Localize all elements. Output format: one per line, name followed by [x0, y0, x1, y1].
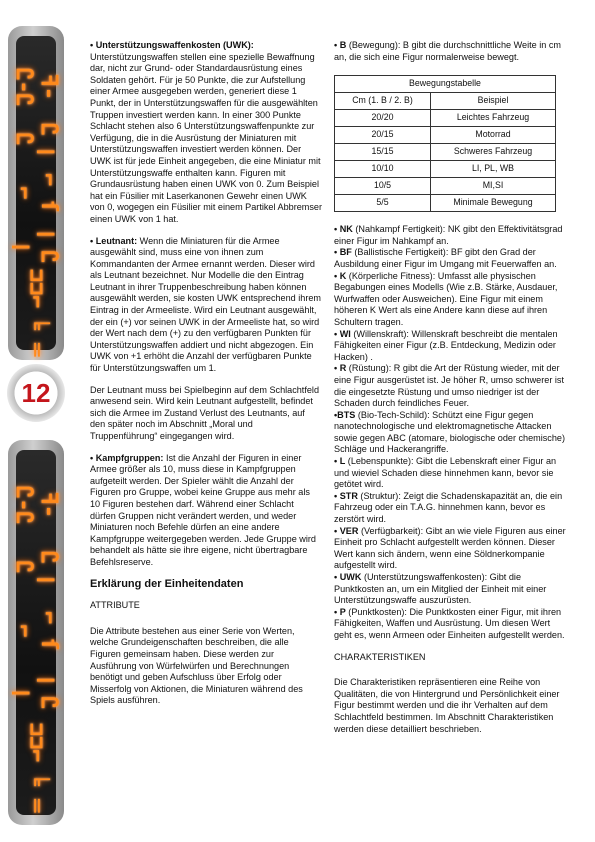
term-kampfgruppen: • Kampfgruppen: — [90, 452, 164, 463]
list-item — [334, 456, 566, 491]
table-cell: 20/20 — [335, 110, 431, 127]
paragraph-text: Ist die Anzahl der Figuren in einer Armee größer als 10, muss diese in Kampfgruppen aufgeteilt werden. Der Spieler wählt die Anzahl der Figuren pro Gruppe, wobei keine Gruppe aus mehr als 10 Figuren bestehen darf. Während einer Schlacht dürfen Gruppen nicht verändert werden, und weder Miniaturen noch Befehle dürfen an eine andere Kampfgruppe weitergegeben werden. Jede Gruppe wird behandelt als hätte sie ihre eigene, nicht übertragbare Befehlsreserve. — [90, 452, 316, 567]
term-text: (Unterstützungswaffenkosten): Gibt die Punktkosten an, um ein Mitglied der Einheit mit einer Unterstützungswaffe auszurüsten. — [334, 572, 547, 606]
list-item — [334, 410, 566, 456]
table-cell: Schweres Fahrzeug — [431, 144, 556, 161]
list-item — [334, 572, 566, 607]
term-key: • L — [334, 456, 346, 467]
sidebar-panel-top — [11, 36, 61, 357]
table-row — [335, 127, 556, 144]
table-title: Bewegungstabelle — [335, 76, 556, 93]
table-cell: Leichtes Fahrzeug — [431, 110, 556, 127]
term-key: • K — [334, 270, 347, 281]
table-cell: 15/15 — [335, 144, 431, 161]
table-cell: LI, PL, WB — [431, 161, 556, 178]
orange-glyph-icon: ⌐ ſ ⌐ — [11, 611, 61, 651]
orange-glyph-icon: ⊐⊐⌐ — [23, 722, 49, 763]
table-row — [335, 195, 556, 212]
table-cell: MI,SI — [431, 178, 556, 195]
term-uwk: • Unterstützungswaffenkosten (UWK): — [90, 40, 254, 50]
paragraph-uwk — [90, 40, 322, 226]
paragraph-charakteristiken: Die Charakteristiken repräsentieren eine Reihe von Qualitäten, die von Hintergrund und Persönlichkeit einer Figur bestimmt werden und die ihr Verhalten auf dem Schlachtfeld bestimmen. Im Abschnitt Charakteristiken werden diese detailliert beschrieben. — [334, 677, 560, 734]
list-item — [334, 224, 566, 247]
term-text: (Lebenspunkte): Gibt die Lebenskraft einer Figur an und wieviel Schaden diese hinnehmen kann, bevor sie getötet wird. — [334, 456, 557, 490]
term-key: • STR — [334, 490, 358, 501]
term-key: • BF — [334, 247, 352, 258]
orange-glyph-icon: ⌐ ſ ⌐ — [11, 173, 61, 213]
term-text: (Bio-Tech-Schild): Schützt eine Figur gegen nanotechnologische und elektromagnetische Attacken sowie gegen ABC (atomare, biologische oder chemische) Schläge und Hackerangriffe. — [334, 409, 566, 455]
term-text: (Struktur): Zeigt die Schadenskapazität an, die ein Fahrzeug oder ein T.A.G. hinnehmen kann, bevor es zerstört wird. — [334, 490, 563, 525]
paragraph-attribute: Die Attribute bestehen aus einer Serie von Werten, welche Grundeigenschaften beschreiben, die alle Figuren gemeinsam haben. Diese werden zur Ausführung von Würfelwürfen und Berechnungen benötigt und geben Aufschluss über Erfolg oder Misserfolg von Aktionen, die Miniaturen während des Spiels ausführen. — [90, 625, 303, 706]
term-key: • R — [334, 363, 347, 374]
paragraph-text: (Bewegung): B gibt die durchschnittliche Weite in cm an, die sich eine Figur normalerweise bewegt. — [334, 40, 561, 62]
term-text: (Willenskraft): Willenskraft beschreibt die mentalen Fähigkeiten einer Figur (z.B. Entdeckung, Medizin oder Hacken) . — [334, 328, 558, 362]
list-item — [334, 526, 566, 572]
list-item — [334, 247, 566, 270]
right-column — [334, 40, 566, 745]
table-cell: 20/15 — [335, 127, 431, 144]
term-key: • P — [334, 606, 346, 617]
subheading-charakteristiken: CHARAKTERISTIKEN — [334, 651, 426, 662]
list-item — [334, 271, 566, 329]
table-header: Beispiel — [431, 93, 556, 110]
section-heading: Erklärung der Einheitendaten — [90, 577, 244, 590]
paragraph-text: Wenn die Miniaturen für die Armee ausgewählt sind, muss eine von ihnen zum Kommandanten der Armee ernannt werden. Dieser wird als Leutnant bezeichnet. Nur Modelle die den Eintrag Leutnant in ihrer Truppenbeschreibung haben können ausgewählt werden, sie kosten UWK entsprechend ihrem Eintrag in der Armeeliste. Wird ein Leutnant ausgewählt, der ein (+) vor seinen UWK in der Armeeliste hat, so wird der Wert nach dem (+) zu den verfügbaren Punkten für Unterstützungswaffen addiert und nicht abgezogen. Ein UWK von +1 erhöht die Anzahl der verfügbaren Punkte für Unterstützungswaffen um 1. — [90, 235, 321, 374]
orange-glyph-icon: ⊐⊐⌐ — [23, 268, 49, 309]
paragraph-leutnant-2: Der Leutnant muss bei Spielbeginn auf dem Schlachtfeld anwesend sein. Wird kein Leutnant aufgestellt, befindet sich die Armee im Zustand Verlust des Leutnants, auf den später noch im Abschnitt „Moral und Truppenführung“ eingegangen wird. — [90, 384, 319, 441]
table-cell: Motorrad — [431, 127, 556, 144]
table-row — [335, 161, 556, 178]
term-text: (Ballistische Fertigkeit): BF gibt den Grad der Ausbildung einer Figur im Umgang mit Feuerwaffen an. — [334, 247, 557, 269]
page-number-badge — [7, 364, 65, 422]
term-text: (Rüstung): R gibt die Art der Rüstung wieder, mit der eine Figur ausgerüstet ist. Je höher R, umso schwerer ist die eingesetzte Rüstung und umso niedriger ist der Schaden durch feindliches Feuer. — [334, 363, 564, 409]
page-number: 12 — [21, 378, 51, 408]
paragraph-bewegung — [334, 40, 566, 63]
table-row — [335, 178, 556, 195]
table-cell: 10/5 — [335, 178, 431, 195]
term-text: (Punktkosten): Die Punktkosten einer Figur, mit ihren Fähigkeiten, Waffen und Ausrüstung. Um diesen Wert geht es, wenn Armeen oder Einheiten aufgestellt werden. — [334, 606, 565, 640]
sidebar-decoration-top — [8, 26, 64, 360]
orange-glyph-icon: ꞁ Ꮭ ꞁ — [11, 231, 61, 263]
term-key: • UWK — [334, 572, 362, 582]
orange-glyph-icon: ╘ ═ — [23, 772, 49, 813]
table-header: Cm (1. B / 2. B) — [335, 93, 431, 110]
table-cell: 10/10 — [335, 161, 431, 178]
list-item — [334, 491, 566, 526]
left-column — [90, 40, 322, 717]
orange-glyph-icon: ꞁ Ꮭ ꞁ — [11, 677, 61, 709]
term-key: • WI — [334, 328, 351, 339]
list-item — [334, 363, 566, 409]
table-row — [335, 144, 556, 161]
paragraph-kampfgruppen — [90, 453, 322, 569]
sidebar-decoration-bottom — [8, 440, 64, 825]
orange-glyph-icon: ꟻ-Ꮭ-Ꮭ — [11, 67, 61, 107]
paragraph-leutnant — [90, 236, 322, 375]
orange-glyph-icon: ꟻ-Ꮭ-Ꮭ — [11, 485, 61, 525]
table-cell: Minimale Bewegung — [431, 195, 556, 212]
term-text: (Nahkampf Fertigkeit): NK gibt den Effektivitätsgrad einer Figur im Nahkampf an. — [334, 224, 563, 246]
table-cell: 5/5 — [335, 195, 431, 212]
paragraph-text: Unterstützungswaffen stellen eine spezielle Bewaffnung dar, nicht zur Grund- oder Standardausrüstung eines Soldaten gehört. Für je 50 Punkte, die zur Aufstellung einer Armee ausgegeben werden, generiert diese 1 Punkt, der in Unterstützungswaffen für die ausgewählten Truppen investiert werden kann. In einer 300 Punkte Schlacht stehen also 6 Unterstützungswaffenpunkte zur Verfügung, die in die Ausrüstung der Miniaturen mit Unterstützungswaffen investiert werden können. Der UWK ist für jede Einheit angegeben, die eine Miniatur mit Unterstützungswaffe enthalten kann. Figuren mit Grundausrüstung haben einen UWK von 0. Zum Beispiel hat ein Füsilier mit Laserkanonen Gewehr einen UWK von 0, wogegen ein Füsilier mit einem Partikel Abbremser einen UWK von 1 hat. — [90, 51, 322, 224]
table-row — [335, 110, 556, 127]
movement-table — [334, 75, 556, 212]
term-text: (Verfügbarkeit): Gibt an wie viele Figuren aus einer Einheit pro Schlacht aufgestellt werden können. Dieser Wert kann sich ändern, wenn eine Söldnerkompanie aufgestellt wird. — [334, 525, 566, 571]
term-key: • VER — [334, 525, 359, 536]
orange-glyph-icon: Ꮭ ꞁ Ꮭ — [11, 123, 61, 155]
attribute-list — [334, 224, 566, 641]
subheading-attribute: ATTRIBUTE — [90, 600, 140, 611]
term-text: (Körperliche Fitness): Umfasst alle physischen Begabungen eines Modells (Wie z.B. Stärke, Ausdauer, Wurfwaffen oder Ausweichen). Eine Figur mit einem höheren K Wert als eine Andere kann diese auf ihren Schultern tragen. — [334, 270, 558, 327]
list-item — [334, 607, 566, 642]
orange-glyph-icon: ╘ ═ — [23, 316, 49, 357]
orange-glyph-icon: Ꮭ ꞁ Ꮭ — [11, 551, 61, 583]
term-b: • B — [334, 40, 347, 50]
term-key: •BTS — [334, 409, 356, 420]
sidebar-panel-bottom — [11, 450, 61, 815]
list-item — [334, 329, 566, 364]
term-leutnant: • Leutnant: — [90, 235, 138, 246]
term-key: • NK — [334, 224, 353, 235]
